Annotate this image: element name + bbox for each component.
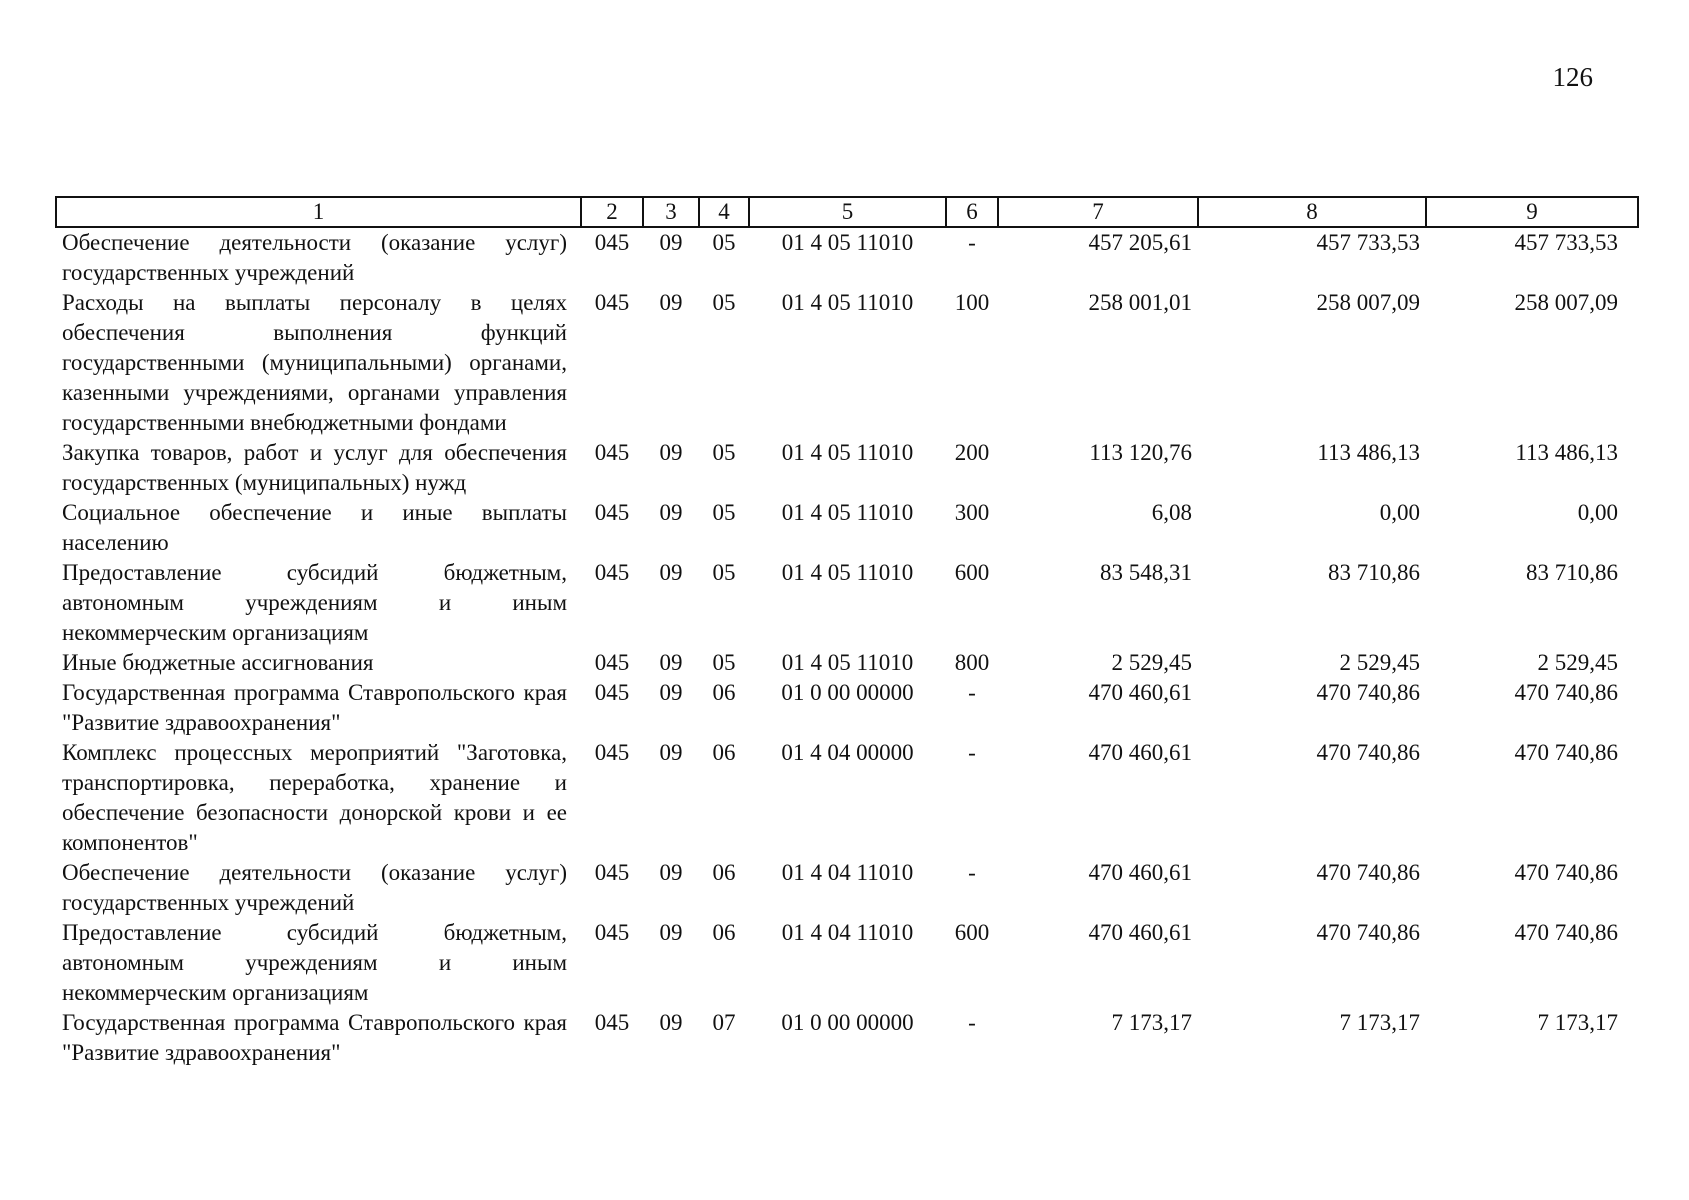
admin-code-cell: 045 [594, 740, 630, 765]
amount-col7-cell: 470 460,61 [1088, 860, 1192, 885]
header-cell: 1 [56, 197, 581, 227]
amount-col8-cell: 457 733,53 [1316, 230, 1420, 255]
amount-col7-cell: 457 205,61 [1088, 230, 1192, 255]
header-row [56, 197, 1638, 227]
subsection-cell: 07 [712, 1010, 736, 1035]
admin-code-cell: 045 [594, 560, 630, 585]
section-cell: 09 [659, 290, 683, 315]
row-name-cell: Государственная программа Ставропольского края "Развитие здравоохранения" [62, 1010, 567, 1065]
subsection-cell: 06 [712, 920, 736, 945]
section-cell: 09 [659, 500, 683, 525]
subsection-cell: 05 [712, 230, 736, 255]
expense-type-cell: - [968, 740, 976, 765]
row-name-cell: Обеспечение деятельности (оказание услуг) государственных учреждений [62, 860, 567, 915]
amount-col8-cell: 258 007,09 [1316, 290, 1420, 315]
section-cell: 09 [659, 230, 683, 255]
amount-col9-cell: 83 710,86 [1526, 560, 1618, 585]
target-article-cell: 01 4 04 11010 [781, 920, 914, 945]
table-body [56, 227, 1638, 1068]
table-row [56, 738, 1638, 858]
row-name-cell: Обеспечение деятельности (оказание услуг) государственных учреждений [62, 230, 567, 285]
subsection-cell: 06 [712, 740, 736, 765]
amount-col8-cell: 470 740,86 [1316, 920, 1420, 945]
header-cell: 3 [643, 197, 699, 227]
target-article-cell: 01 4 05 11010 [781, 500, 914, 525]
amount-col7-cell: 258 001,01 [1088, 290, 1192, 315]
target-article-cell: 01 4 04 11010 [781, 860, 914, 885]
header-cell: 8 [1198, 197, 1426, 227]
amount-col9-cell: 457 733,53 [1514, 230, 1618, 255]
amount-col8-cell: 0,00 [1379, 500, 1420, 525]
header-cell: 2 [581, 197, 643, 227]
budget-table [55, 196, 1639, 1068]
amount-col9-cell: 470 740,86 [1514, 680, 1618, 705]
table-row [56, 858, 1638, 918]
row-name-cell: Комплекс процессных мероприятий "Заготовка, транспортировка, переработка, хранение и обеспечение безопасности донорской крови и ее компонентов" [62, 740, 567, 855]
subsection-cell: 06 [712, 680, 736, 705]
target-article-cell: 01 4 05 11010 [781, 440, 914, 465]
table-header [56, 197, 1638, 227]
amount-col9-cell: 470 740,86 [1514, 920, 1618, 945]
table-row [56, 918, 1638, 1008]
target-article-cell: 01 4 05 11010 [781, 230, 914, 255]
amount-col9-cell: 470 740,86 [1514, 860, 1618, 885]
subsection-cell: 05 [712, 650, 736, 675]
amount-col7-cell: 113 120,76 [1089, 440, 1192, 465]
expense-type-cell: 600 [954, 560, 990, 585]
subsection-cell: 05 [712, 560, 736, 585]
amount-col7-cell: 470 460,61 [1088, 740, 1192, 765]
header-cell: 4 [699, 197, 749, 227]
amount-col8-cell: 7 173,17 [1339, 1010, 1420, 1035]
row-name-cell: Расходы на выплаты персоналу в целях обеспечения выполнения функций государственными (муниципальными) органами, казенными учреждениями, органами управления государственными внебюджетными фондами [62, 290, 567, 435]
amount-col9-cell: 0,00 [1577, 500, 1618, 525]
section-cell: 09 [659, 740, 683, 765]
target-article-cell: 01 0 00 00000 [781, 1010, 914, 1035]
subsection-cell: 05 [712, 500, 736, 525]
expense-type-cell: 600 [954, 920, 990, 945]
row-name-cell: Государственная программа Ставропольского края "Развитие здравоохранения" [62, 680, 567, 735]
table-row [56, 648, 1638, 678]
expense-type-cell: 800 [954, 650, 990, 675]
target-article-cell: 01 4 04 00000 [781, 740, 914, 765]
amount-col9-cell: 113 486,13 [1515, 440, 1618, 465]
subsection-cell: 05 [712, 440, 736, 465]
target-article-cell: 01 4 05 11010 [781, 560, 914, 585]
amount-col9-cell: 470 740,86 [1514, 740, 1618, 765]
amount-col7-cell: 83 548,31 [1100, 560, 1192, 585]
amount-col9-cell: 258 007,09 [1514, 290, 1618, 315]
section-cell: 09 [659, 560, 683, 585]
expense-type-cell: 300 [954, 500, 990, 525]
admin-code-cell: 045 [594, 1010, 630, 1035]
amount-col8-cell: 470 740,86 [1316, 740, 1420, 765]
table-row [56, 498, 1638, 558]
expense-type-cell: - [968, 230, 976, 255]
amount-col8-cell: 470 740,86 [1316, 680, 1420, 705]
row-name-cell: Социальное обеспечение и иные выплаты населению [62, 500, 567, 555]
admin-code-cell: 045 [594, 290, 630, 315]
amount-col7-cell: 6,08 [1151, 500, 1192, 525]
target-article-cell: 01 4 05 11010 [781, 290, 914, 315]
section-cell: 09 [659, 1010, 683, 1035]
expense-type-cell: 200 [954, 440, 990, 465]
expense-type-cell: - [968, 1010, 976, 1035]
row-name-cell: Предоставление субсидий бюджетным, автономным учреждениям и иным некоммерческим организациям [62, 920, 567, 1005]
section-cell: 09 [659, 680, 683, 705]
header-cell: 5 [749, 197, 946, 227]
table-row [56, 678, 1638, 738]
section-cell: 09 [659, 860, 683, 885]
row-name-cell: Закупка товаров, работ и услуг для обеспечения государственных (муниципальных) нужд [62, 440, 567, 495]
amount-col8-cell: 470 740,86 [1316, 860, 1420, 885]
amount-col8-cell: 2 529,45 [1339, 650, 1420, 675]
page-number: 126 [1552, 62, 1593, 92]
admin-code-cell: 045 [594, 230, 630, 255]
expense-type-cell: - [968, 680, 976, 705]
table-row [56, 227, 1638, 288]
section-cell: 09 [659, 440, 683, 465]
amount-col7-cell: 2 529,45 [1111, 650, 1192, 675]
admin-code-cell: 045 [594, 440, 630, 465]
table-row [56, 438, 1638, 498]
amount-col8-cell: 83 710,86 [1328, 560, 1420, 585]
section-cell: 09 [659, 650, 683, 675]
table-row [56, 558, 1638, 648]
header-cell: 6 [946, 197, 998, 227]
target-article-cell: 01 0 00 00000 [781, 680, 914, 705]
admin-code-cell: 045 [594, 920, 630, 945]
table-row [56, 288, 1638, 438]
expense-type-cell: - [968, 860, 976, 885]
subsection-cell: 05 [712, 290, 736, 315]
amount-col7-cell: 470 460,61 [1088, 680, 1192, 705]
subsection-cell: 06 [712, 860, 736, 885]
admin-code-cell: 045 [594, 860, 630, 885]
expense-type-cell: 100 [954, 290, 990, 315]
amount-col9-cell: 7 173,17 [1537, 1010, 1618, 1035]
header-cell: 9 [1426, 197, 1638, 227]
amount-col7-cell: 7 173,17 [1111, 1010, 1192, 1035]
row-name-cell: Иные бюджетные ассигнования [62, 650, 374, 675]
amount-col7-cell: 470 460,61 [1088, 920, 1192, 945]
admin-code-cell: 045 [594, 680, 630, 705]
amount-col9-cell: 2 529,45 [1537, 650, 1618, 675]
amount-col8-cell: 113 486,13 [1317, 440, 1420, 465]
admin-code-cell: 045 [594, 500, 630, 525]
section-cell: 09 [659, 920, 683, 945]
header-cell: 7 [998, 197, 1198, 227]
table-row [56, 1008, 1638, 1068]
target-article-cell: 01 4 05 11010 [781, 650, 914, 675]
row-name-cell: Предоставление субсидий бюджетным, автономным учреждениям и иным некоммерческим организациям [62, 560, 567, 645]
admin-code-cell: 045 [594, 650, 630, 675]
